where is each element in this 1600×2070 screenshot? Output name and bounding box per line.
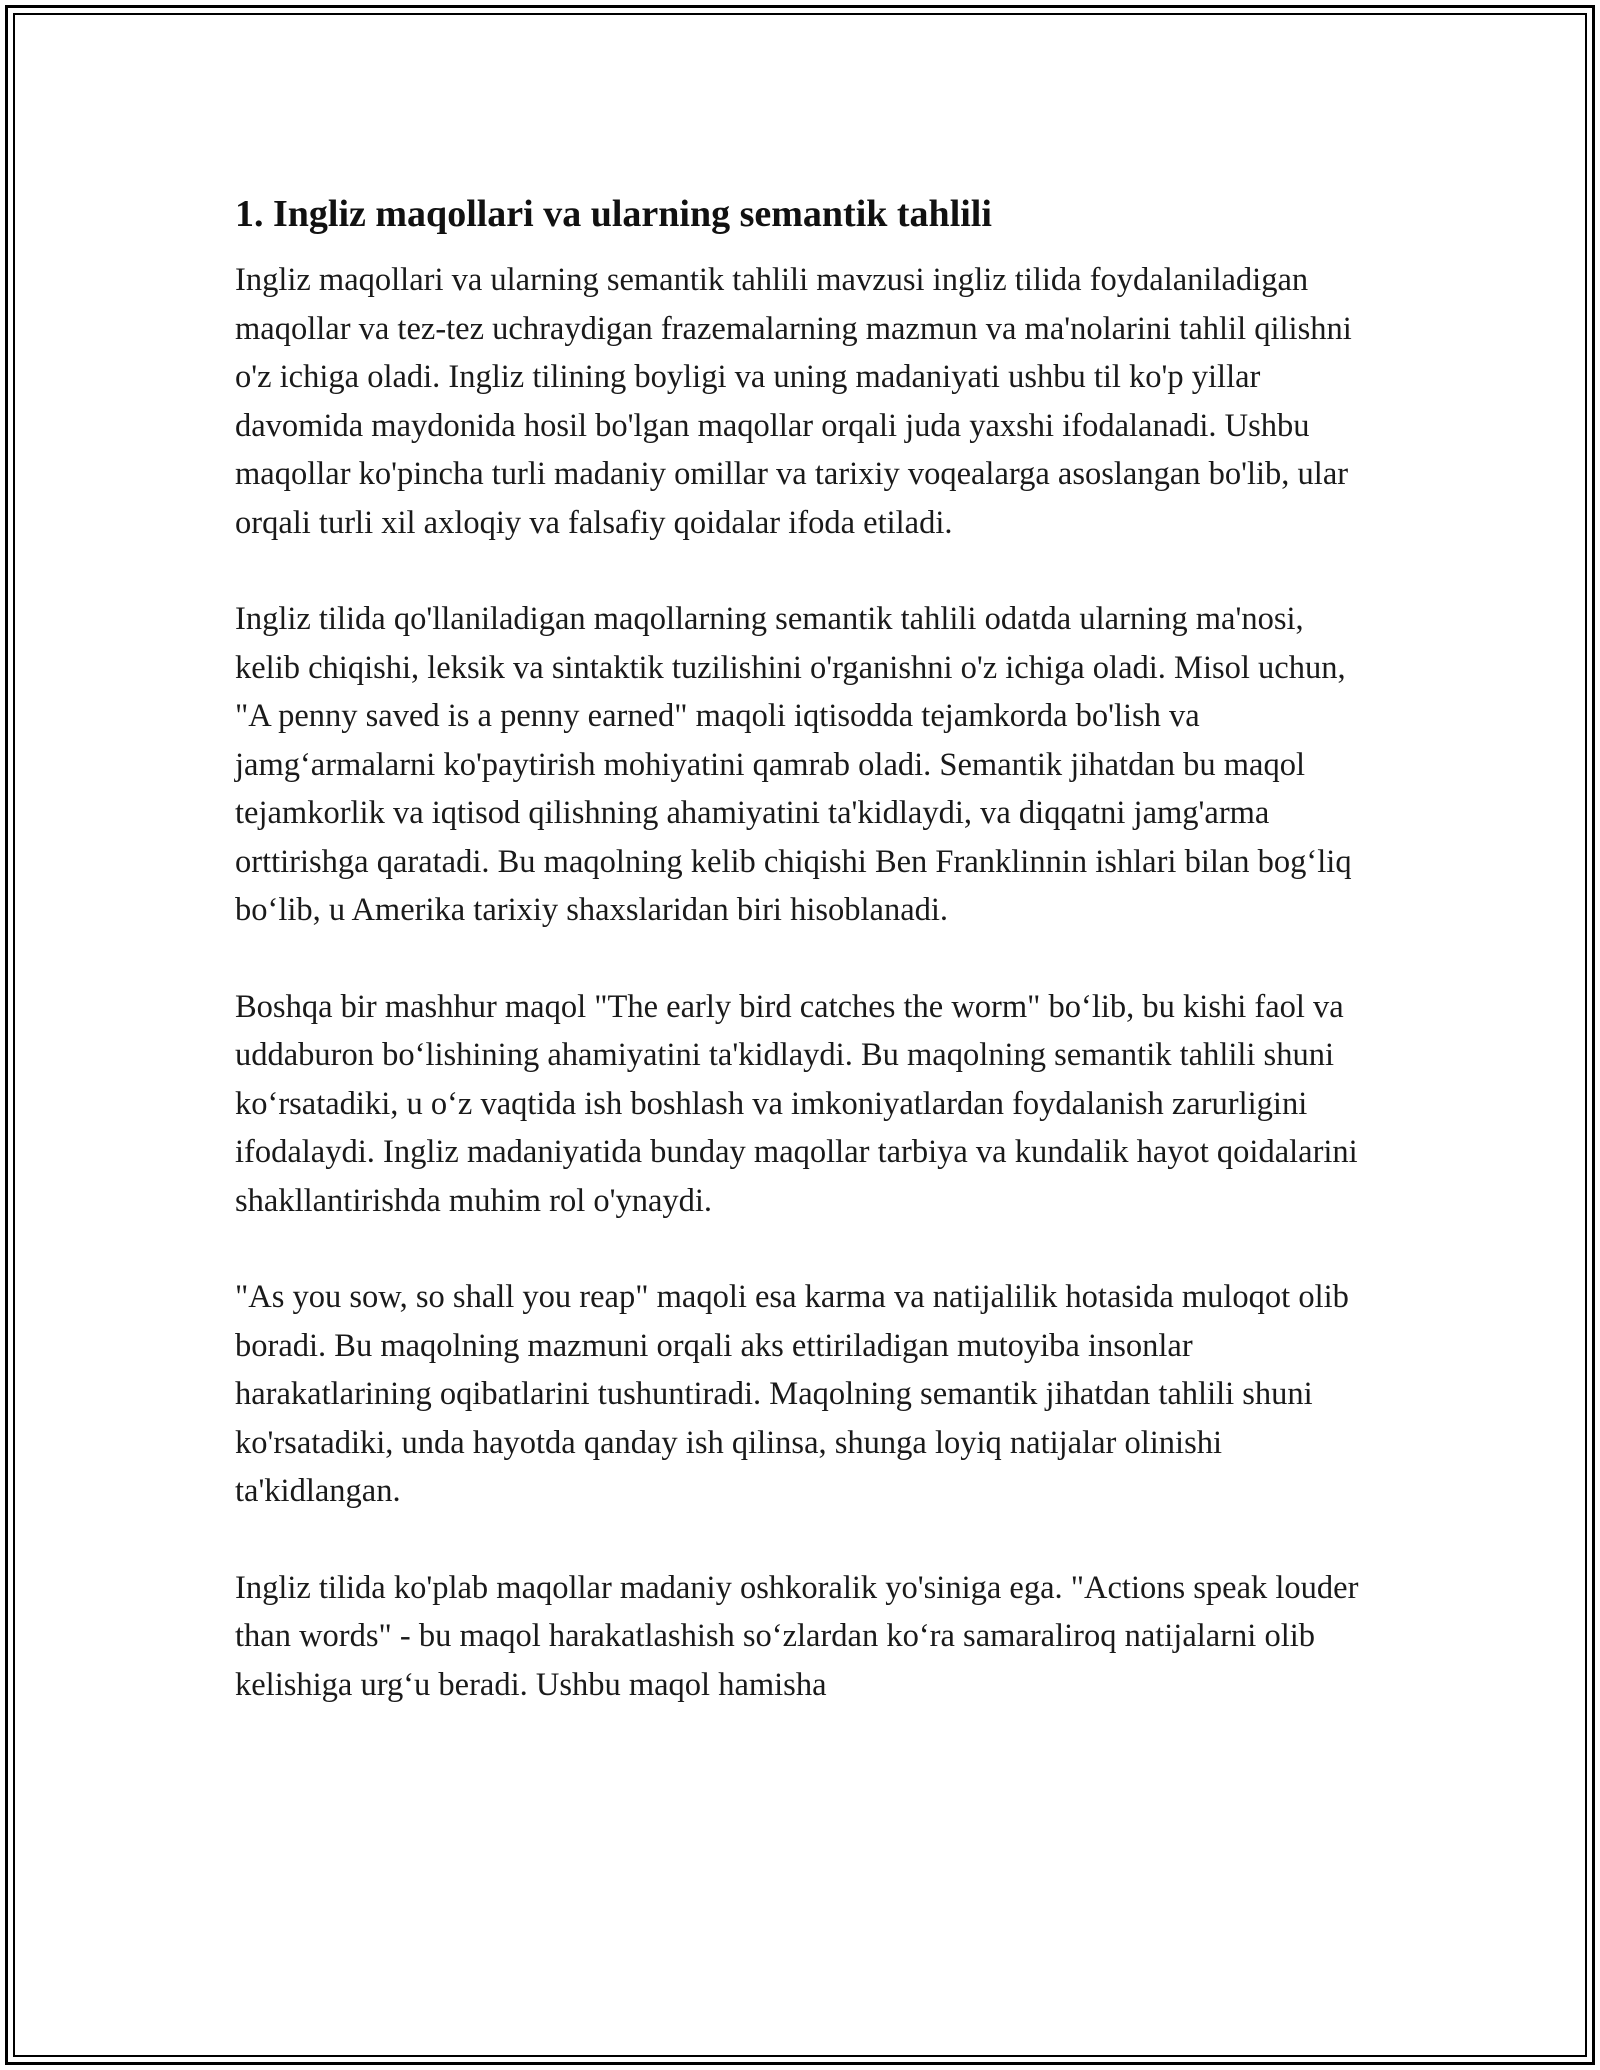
document-body [235,190,1365,1757]
paragraph-penny-saved: Ingliz tilida qo'llaniladigan maqollarning semantik tahlili odatda ularning ma'nosi, kelib chiqishi, leksik va sintaktik tuzilishini o'rganishni o'z ichiga oladi. Misol uchun, "A penny saved is a penny earned" maqoli iqtisodda tejamkorda bo'lish va jamg‘armalarni ko'paytirish mohiyatini qamrab oladi. Semantik jihatdan bu maqol tejamkorlik va iqtisod qilishning ahamiyatini ta'kidlaydi, va diqqatni jamg'arma orttirishga qaratadi. Bu maqolning kelib chiqishi Ben Franklinnin ishlari bilan bog‘liq bo‘lib, u Amerika tarixiy shaxslaridan biri hisoblanadi. [235,601,1352,928]
paragraph-early-bird: Boshqa bir mashhur maqol "The early bird catches the worm" bo‘lib, bu kishi faol va uddaburon bo‘lishining ahamiyatini ta'kidlaydi. Bu maqolning semantik tahlili shuni ko‘rsatadiki, u o‘z vaqtida ish boshlash va imkoniyatlardan foydalanish zarurligini ifodalaydi. Ingliz madaniyatida bunday maqollar tarbiya va kundalik hayot qoidalarini shakllantirishda muhim rol o'ynaydi. [235,988,1358,1219]
paragraph-actions-speak: Ingliz tilida ko'plab maqollar madaniy oshkoralik yo'siniga ega. "Actions speak louder than words" - bu maqol harakatlashish so‘zlardan ko‘ra samaraliroq natijalarni olib kelishiga urg‘u beradi. Ushbu maqol hamisha [235,1569,1359,1703]
paragraph-as-you-sow: "As you sow, so shall you reap" maqoli esa karma va natijalilik hotasida muloqot olib boradi. Bu maqolning mazmuni orqali aks ettiriladigan mutoyiba insonlar harakatlarining oqibatlarini tushuntiradi. Maqolning semantik jihatdan tahlili shuni ko'rsatadiki, unda hayotda qanday ish qilinsa, shunga loyiq natijalar olinishi ta'kidlangan. [235,1279,1349,1509]
section-heading: 1. Ingliz maqollari va ularning semantik tahlili [235,193,992,235]
paragraph-intro: Ingliz maqollari va ularning semantik tahlili mavzusi ingliz tilida foydalaniladigan maqollar va tez-tez uchraydigan frazemalarning mazmun va ma'nolarini tahlil qilishni o'z ichiga oladi. Ingliz tilining boyligi va uning madaniyati ushbu til ko'p yillar davomida maydonida hosil bo'lgan maqollar orqali juda yaxshi ifodalanadi. Ushbu maqollar ko'pincha turli madaniy omillar va tarixiy voqealarga asoslangan bo'lib, ular orqali turli xil axloqiy va falsafiy qoidalar ifoda etiladi. [235,262,1352,541]
